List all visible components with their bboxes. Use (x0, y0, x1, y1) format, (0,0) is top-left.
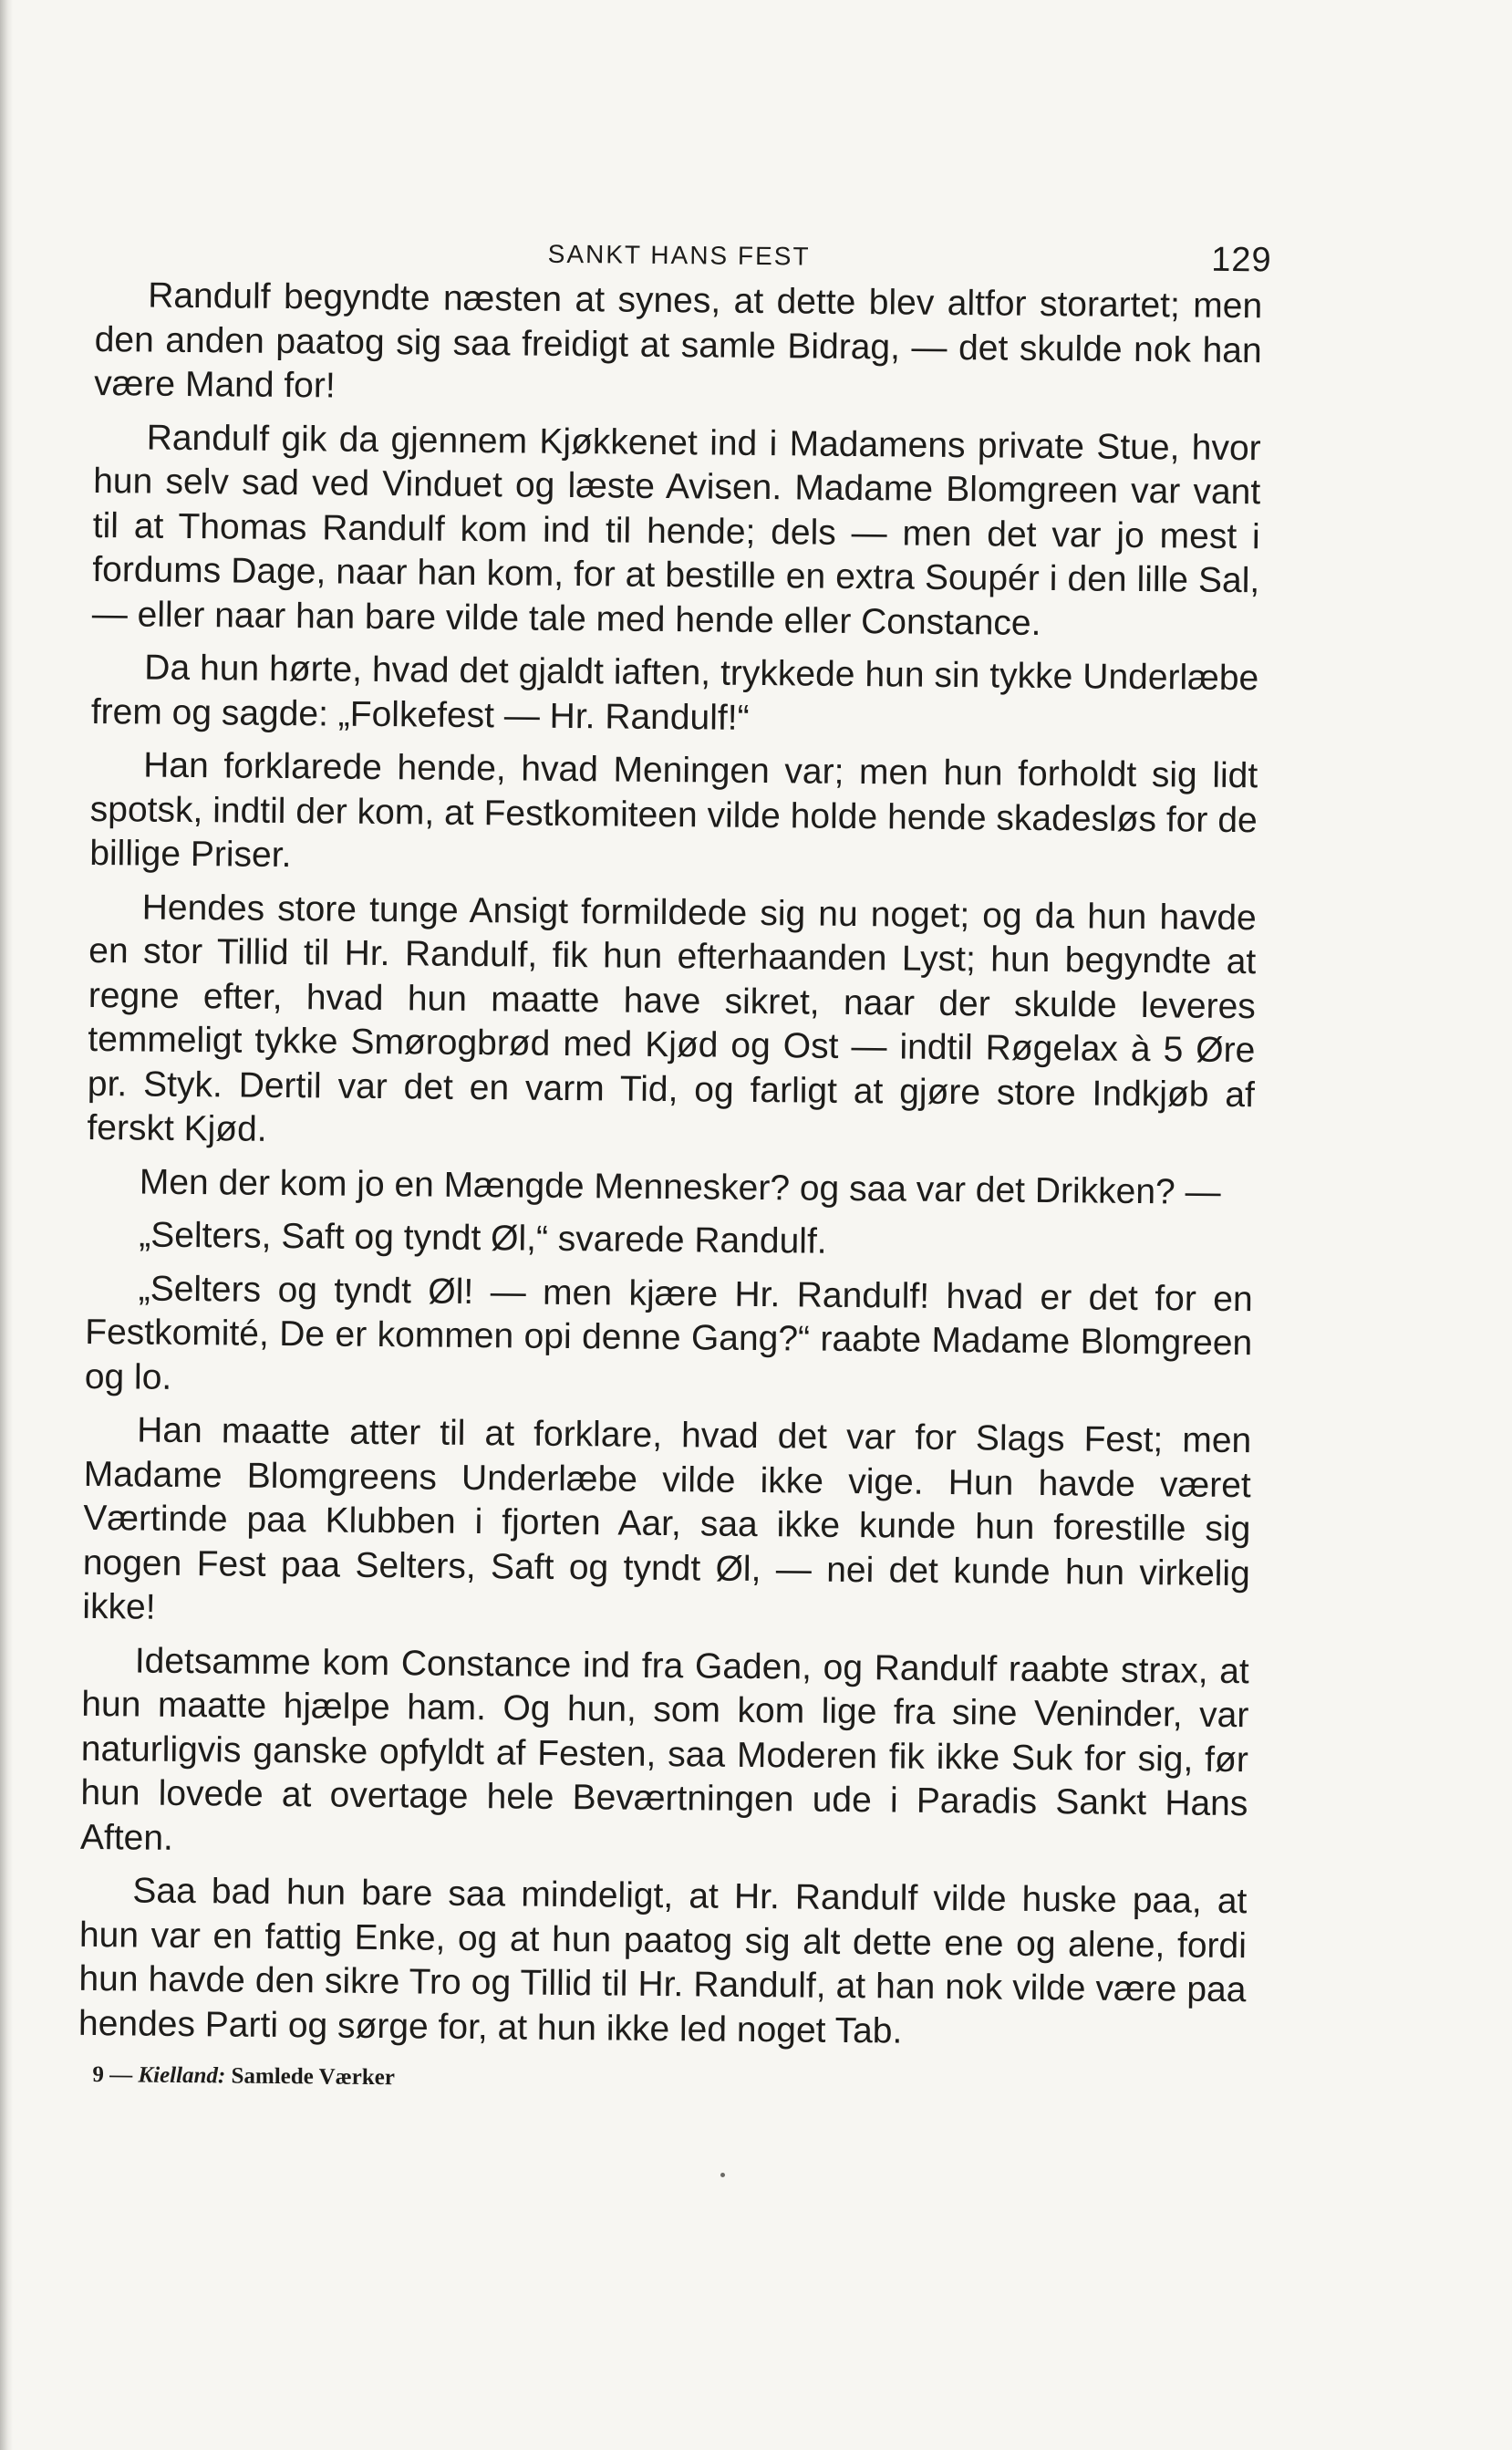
footer-author: Kielland: (138, 2062, 226, 2089)
paragraph: „Selters og tyndt Øl! — men kjære Hr. Randulf! hvad er det for en Festkomité, De er kommen opi denne Gang?“ raabte Madame Blomgreen og lo. (84, 1269, 1253, 1397)
page-number: 129 (1211, 240, 1272, 280)
body-text (78, 274, 1263, 2057)
paragraph: „Selters, Saft og tyndt Øl,“ svarede Randulf. (139, 1215, 827, 1261)
paragraph: Men der kom jo en Mængde Mennesker? og saa var det Drikken? — (139, 1162, 1221, 1212)
paragraph: Saa bad hun bare saa mindeligt, at Hr. Randulf vilde huske paa, at hun var en fattig Enke, og at hun paatog sig alt dette ene og alene, fordi hun havde den sikre Tro og Tillid til Hr. Randulf, at han nok vilde være paa hendes Parti og sørge for, at hun ikke led noget Tab. (78, 1871, 1248, 2051)
paragraph: Han maatte atter til at forklare, hvad det var for Slags Fest; men Madame Blomgreens Underlæbe vilde ikke vige. Hun havde været Værtinde paa Klubben i fjorten Aar, saa ikke kunde hun forestille sig nogen Fest paa Selters, Saft og tyndt Øl, — nei det kunde hun virkelig ikke! (82, 1410, 1252, 1627)
footer-work: Samlede Værker (231, 2063, 396, 2091)
book-page (76, 219, 1272, 2273)
signature-footer (78, 2062, 1245, 2099)
paragraph: Da hun hørte, hvad det gjaldt iaften, trykkede hun sin tykke Underlæbe frem og sagde: „Folkefest — Hr. Randulf!“ (90, 648, 1259, 738)
paragraph: Randulf begyndte næsten at synes, at dette blev altfor storartet; men den anden paatog sig saa freidigt at samle Bidrag, — det skulde nok han være Mand for! (94, 275, 1263, 406)
paragraph: Hendes store tunge Ansigt formildede sig nu noget; og da hun havde en stor Tillid til Hr. Randulf, fik hun efterhaanden Lyst; hun begyndte at regne efter, hvad hun maatte have sikret, naar der skulde leveres temmeligt tykke Smørogbrød med Kjød og Ost — indtil Røgelax à 5 Øre pr. Styk. Dertil var det en varm Tid, og farligt at gjøre store Indkjøb af ferskt Kjød. (87, 888, 1257, 1149)
scan-speck (720, 2173, 725, 2177)
sheet-mark: 9 — (92, 2062, 133, 2088)
running-title: SANKT HANS FEST (547, 239, 811, 271)
paragraph: Randulf gik da gjennem Kjøkkenet ind i Madamens private Stue, hvor hun selv sad ved Vinduet og læste Avisen. Madame Blomgreen var vant til at Thomas Randulf kom ind til hende; dels — men det var jo mest i fordums Dage, naar han kom, for at bestille en extra Soupér i den lille Sal, — eller naar han bare vilde tale med hende eller Constance. (91, 418, 1261, 643)
running-head (95, 219, 1272, 285)
paragraph: Idetsamme kom Constance ind fra Gaden, og Randulf raabte strax, at hun maatte hjælpe ham. Og hun, som kom lige fra sine Veninder, var naturligvis ganske opfyldt af Festen, saa Moderen fik ikke Suk for sig, før hun lovede at overtage hele Beværtningen ude i Paradis Sankt Hans Aften. (79, 1640, 1249, 1858)
paragraph: Han forklarede hende, hvad Meningen var; men hun forholdt sig lidt spotsk, indtil der kom, at Festkomiteen vilde holde hende skadesløs for de billige Priser. (89, 745, 1258, 876)
scan-edge (0, 0, 13, 2450)
